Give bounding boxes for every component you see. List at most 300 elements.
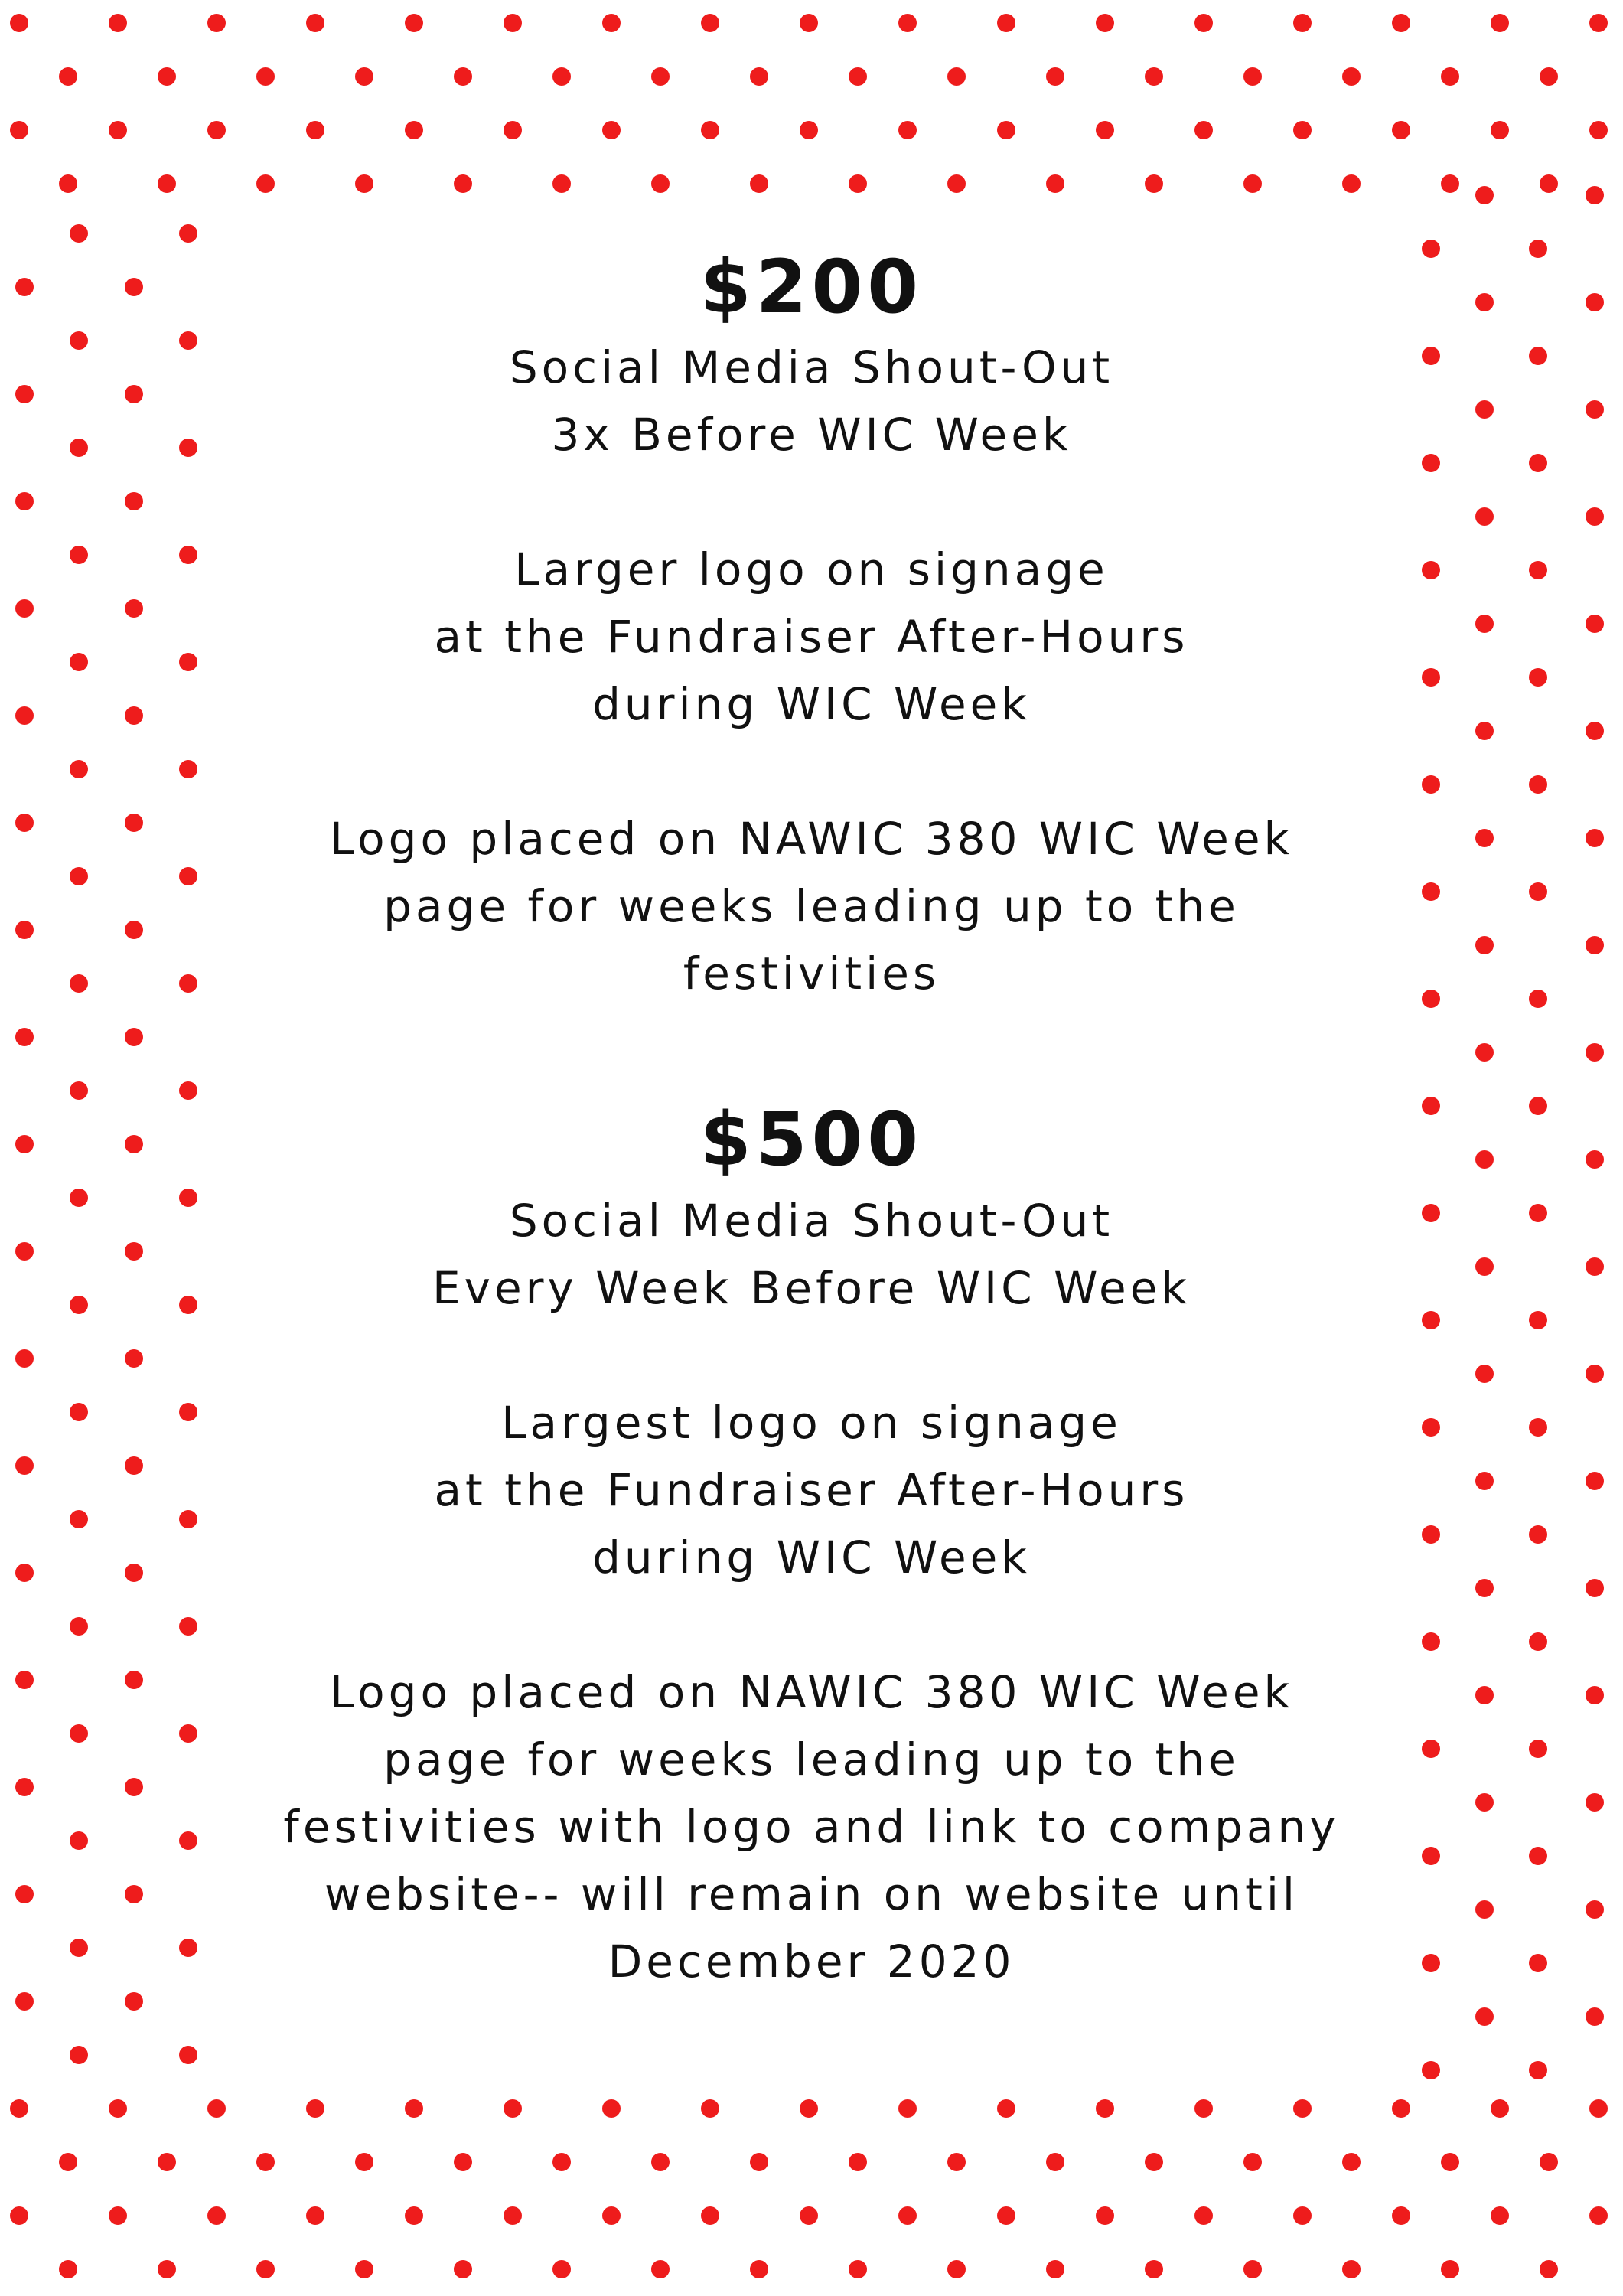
polka-dot: [1422, 1954, 1440, 1972]
polka-dot: [997, 2099, 1015, 2118]
sponsorship-tiers: [230, 245, 1393, 1995]
tier-200-signage: [230, 536, 1393, 738]
polka-dot: [552, 2260, 571, 2278]
polka-dot: [1529, 347, 1547, 365]
polka-dot: [15, 492, 34, 510]
polka-dot: [701, 2099, 719, 2118]
polka-dot: [1194, 14, 1213, 32]
polka-dot: [1475, 615, 1494, 633]
polka-dot: [70, 1724, 88, 1743]
polka-dot: [1529, 775, 1547, 794]
polka-dot: [1422, 454, 1440, 472]
polka-dot: [125, 1349, 143, 1368]
polka-dot: [898, 2099, 917, 2118]
polka-dot: [256, 2153, 275, 2171]
polka-dot: [1243, 67, 1262, 86]
polka-dot: [1422, 1740, 1440, 1758]
polka-dot: [70, 760, 88, 778]
polka-dot: [454, 2153, 472, 2171]
polka-dot: [1293, 14, 1312, 32]
polka-dot: [179, 546, 197, 564]
polka-dot: [158, 67, 176, 86]
polka-dot: [1589, 2206, 1608, 2225]
polka-dot: [256, 174, 275, 193]
polka-dot: [750, 2153, 768, 2171]
polka-dot: [997, 14, 1015, 32]
polka-dot: [179, 1403, 197, 1421]
polka-dot: [125, 1992, 143, 2011]
polka-dot: [70, 867, 88, 885]
polka-dot: [1529, 1632, 1547, 1651]
polka-dot: [59, 2153, 77, 2171]
polka-dot: [405, 2099, 423, 2118]
polka-dot: [1422, 347, 1440, 365]
polka-dot: [355, 2260, 373, 2278]
polka-dot: [70, 1939, 88, 1957]
tier-500-social-media: [230, 1187, 1393, 1322]
polka-dot: [15, 1028, 34, 1046]
benefit-line: Social Media Shout-Out: [509, 1194, 1114, 1247]
polka-dot: [1422, 2061, 1440, 2079]
polka-dot: [1342, 174, 1361, 193]
polka-dot: [306, 14, 324, 32]
tier-price-200: $200: [699, 244, 924, 330]
polka-dot: [158, 2260, 176, 2278]
polka-dot: [125, 1885, 143, 1903]
polka-dot: [849, 67, 867, 86]
polka-dot: [70, 331, 88, 350]
polka-dot: [70, 1403, 88, 1421]
polka-dot: [947, 67, 966, 86]
polka-dot: [552, 174, 571, 193]
polka-dot: [898, 2206, 917, 2225]
polka-dot: [306, 2206, 324, 2225]
polka-dot: [179, 974, 197, 993]
polka-dot: [207, 14, 226, 32]
benefit-line: festivities with logo and link to company: [283, 1800, 1340, 1853]
polka-dot: [1540, 2153, 1558, 2171]
polka-dot: [125, 921, 143, 939]
polka-dot: [1096, 121, 1114, 139]
polka-dot: [947, 174, 966, 193]
polka-dot: [1475, 1579, 1494, 1597]
polka-dot: [15, 1456, 34, 1475]
benefit-line: Logo placed on NAWIC 380 WIC Week: [329, 813, 1294, 866]
polka-dot: [1422, 1632, 1440, 1651]
polka-dot: [947, 2153, 966, 2171]
polka-dot: [158, 2153, 176, 2171]
polka-dot: [1529, 990, 1547, 1008]
polka-dot: [1586, 400, 1604, 419]
benefit-line: at the Fundraiser After-Hours: [434, 611, 1189, 664]
polka-dot: [207, 121, 226, 139]
polka-dot: [1529, 1204, 1547, 1222]
polka-dot: [1145, 2260, 1163, 2278]
polka-dot: [1145, 2153, 1163, 2171]
polka-dot: [1586, 1472, 1604, 1490]
polka-dot: [207, 2206, 226, 2225]
polka-dot: [179, 1724, 197, 1743]
polka-dot: [1392, 2099, 1410, 2118]
polka-dot: [602, 2099, 621, 2118]
polka-dot: [651, 2260, 670, 2278]
polka-dot: [70, 546, 88, 564]
polka-dot: [15, 1135, 34, 1153]
polka-dot: [1529, 882, 1547, 901]
polka-dot: [10, 2099, 28, 2118]
polka-dot: [1475, 1043, 1494, 1062]
polka-dot: [651, 2153, 670, 2171]
polka-dot: [1293, 2099, 1312, 2118]
polka-dot: [504, 2206, 522, 2225]
polka-dot: [1529, 1418, 1547, 1437]
polka-dot: [1392, 121, 1410, 139]
polka-dot: [701, 121, 719, 139]
polka-dot: [1529, 561, 1547, 579]
polka-dot: [552, 2153, 571, 2171]
polka-dot: [1475, 1686, 1494, 1704]
polka-dot: [997, 2206, 1015, 2225]
polka-dot: [1586, 1150, 1604, 1169]
polka-dot: [1491, 2099, 1509, 2118]
polka-dot: [1589, 14, 1608, 32]
tier-200-social-media: [230, 334, 1393, 468]
benefit-line: Every Week Before WIC Week: [432, 1261, 1191, 1314]
polka-dot: [997, 121, 1015, 139]
polka-dot: [125, 278, 143, 296]
polka-dot: [1540, 2260, 1558, 2278]
polka-dot: [1475, 1793, 1494, 1812]
polka-dot: [1586, 507, 1604, 526]
polka-dot: [1586, 722, 1604, 740]
polka-dot: [70, 1831, 88, 1850]
polka-dot: [1243, 2153, 1262, 2171]
polka-dot: [1586, 186, 1604, 204]
polka-dot: [256, 2260, 275, 2278]
polka-dot: [1586, 829, 1604, 847]
polka-dot: [1586, 1793, 1604, 1812]
polka-dot: [125, 814, 143, 832]
polka-dot: [70, 224, 88, 243]
polka-dot: [125, 1456, 143, 1475]
polka-dot: [179, 1189, 197, 1207]
polka-dot: [59, 174, 77, 193]
polka-dot: [1145, 174, 1163, 193]
polka-dot: [1441, 67, 1459, 86]
polka-dot: [207, 2099, 226, 2118]
polka-dot: [1586, 1043, 1604, 1062]
polka-dot: [1586, 1900, 1604, 1919]
polka-dot: [1194, 121, 1213, 139]
tier-500-signage: [230, 1389, 1393, 1591]
polka-dot: [651, 67, 670, 86]
polka-dot: [1475, 1472, 1494, 1490]
polka-dot: [1475, 2007, 1494, 2026]
polka-dot: [701, 14, 719, 32]
benefit-line: at the Fundraiser After-Hours: [434, 1463, 1189, 1516]
polka-dot: [355, 174, 373, 193]
polka-dot: [849, 2153, 867, 2171]
polka-dot: [947, 2260, 966, 2278]
polka-dot: [405, 121, 423, 139]
polka-dot: [1046, 67, 1064, 86]
polka-dot: [1046, 174, 1064, 193]
polka-dot: [179, 867, 197, 885]
polka-dot: [15, 278, 34, 296]
polka-dot: [15, 599, 34, 618]
polka-dot: [1243, 174, 1262, 193]
polka-dot: [1475, 1900, 1494, 1919]
polka-dot: [1392, 14, 1410, 32]
polka-dot: [70, 1081, 88, 1100]
polka-dot: [1475, 293, 1494, 311]
polka-dot: [1491, 14, 1509, 32]
polka-dot: [1096, 2099, 1114, 2118]
polka-dot: [750, 2260, 768, 2278]
polka-dot: [1529, 1847, 1547, 1865]
benefit-line: website-- will remain on website until: [324, 1867, 1299, 1920]
polka-dot: [898, 121, 917, 139]
polka-dot: [750, 67, 768, 86]
polka-dot: [1441, 2153, 1459, 2171]
tier-500: [230, 1097, 1393, 1994]
polka-dot: [179, 1081, 197, 1100]
polka-dot: [849, 2260, 867, 2278]
tier-200: [230, 245, 1393, 1007]
polka-dot: [15, 1992, 34, 2011]
polka-dot: [15, 1242, 34, 1261]
polka-dot: [1475, 1257, 1494, 1276]
polka-dot: [1422, 1311, 1440, 1329]
polka-dot: [1586, 936, 1604, 954]
polka-dot: [1529, 454, 1547, 472]
polka-dot: [454, 2260, 472, 2278]
tier-price-500: $500: [699, 1097, 924, 1183]
polka-dot: [179, 224, 197, 243]
polka-dot: [1243, 2260, 1262, 2278]
benefit-line: December 2020: [608, 1935, 1015, 1988]
polka-dot: [125, 706, 143, 725]
polka-dot: [1586, 2007, 1604, 2026]
polka-dot: [109, 14, 127, 32]
polka-dot: [125, 599, 143, 618]
polka-dot: [70, 1617, 88, 1636]
polka-dot: [504, 121, 522, 139]
polka-dot: [1529, 1525, 1547, 1544]
polka-dot: [1422, 882, 1440, 901]
polka-dot: [59, 2260, 77, 2278]
polka-dot: [1475, 936, 1494, 954]
polka-dot: [306, 121, 324, 139]
polka-dot: [1422, 1204, 1440, 1222]
polka-dot: [405, 14, 423, 32]
polka-dot: [10, 121, 28, 139]
polka-dot: [179, 653, 197, 671]
polka-dot: [15, 921, 34, 939]
polka-dot: [125, 492, 143, 510]
polka-dot: [1475, 1365, 1494, 1383]
polka-dot: [1342, 2260, 1361, 2278]
polka-dot: [125, 1135, 143, 1153]
polka-dot: [10, 14, 28, 32]
polka-dot: [179, 760, 197, 778]
polka-dot: [1046, 2153, 1064, 2171]
polka-dot: [179, 439, 197, 457]
polka-dot: [1529, 1740, 1547, 1758]
polka-dot: [125, 1242, 143, 1261]
polka-dot: [1422, 1847, 1440, 1865]
polka-dot: [1046, 2260, 1064, 2278]
polka-dot: [454, 67, 472, 86]
polka-dot: [1441, 174, 1459, 193]
benefit-line: during WIC Week: [592, 678, 1031, 731]
polka-dot: [109, 2206, 127, 2225]
benefit-line: 3x Before WIC Week: [551, 409, 1072, 461]
polka-dot: [256, 67, 275, 86]
polka-dot: [1392, 2206, 1410, 2225]
polka-dot: [179, 2046, 197, 2064]
polka-dot: [70, 1296, 88, 1314]
polka-dot: [15, 1885, 34, 1903]
polka-dot: [1586, 1365, 1604, 1383]
polka-dot: [10, 2206, 28, 2225]
polka-dot: [849, 174, 867, 193]
polka-dot: [1194, 2206, 1213, 2225]
polka-dot: [1422, 668, 1440, 687]
polka-dot: [1475, 186, 1494, 204]
polka-dot: [1422, 1418, 1440, 1437]
polka-dot: [158, 174, 176, 193]
benefit-line: Larger logo on signage: [514, 543, 1109, 596]
polka-dot: [552, 67, 571, 86]
polka-dot: [15, 1564, 34, 1582]
polka-dot: [1422, 1097, 1440, 1115]
polka-dot: [1422, 1525, 1440, 1544]
polka-dot: [15, 1778, 34, 1796]
polka-dot: [1342, 67, 1361, 86]
polka-dot: [125, 1671, 143, 1689]
polka-dot: [1586, 293, 1604, 311]
polka-dot: [70, 1189, 88, 1207]
polka-dot: [1096, 2206, 1114, 2225]
polka-dot: [1422, 561, 1440, 579]
polka-dot: [125, 1778, 143, 1796]
polka-dot: [1293, 121, 1312, 139]
polka-dot: [800, 2099, 818, 2118]
polka-dot: [1422, 990, 1440, 1008]
benefit-line: festivities: [683, 947, 940, 1000]
polka-dot: [602, 14, 621, 32]
polka-dot: [355, 2153, 373, 2171]
benefit-line: Logo placed on NAWIC 380 WIC Week: [329, 1665, 1294, 1718]
polka-dot: [109, 2099, 127, 2118]
polka-dot: [1441, 2260, 1459, 2278]
polka-dot: [70, 1510, 88, 1528]
polka-dot: [1475, 1150, 1494, 1169]
polka-dot: [1342, 2153, 1361, 2171]
polka-dot: [800, 121, 818, 139]
polka-dot: [70, 439, 88, 457]
polka-dot: [651, 174, 670, 193]
polka-dot: [1529, 1311, 1547, 1329]
polka-dot: [405, 2206, 423, 2225]
benefit-line: page for weeks leading up to the: [383, 1733, 1240, 1786]
polka-dot: [1475, 507, 1494, 526]
polka-dot: [70, 2046, 88, 2064]
polka-dot: [1529, 668, 1547, 687]
polka-dot: [15, 706, 34, 725]
polka-dot: [1529, 2061, 1547, 2079]
polka-dot: [701, 2206, 719, 2225]
polka-dot: [15, 385, 34, 403]
polka-dot: [1540, 67, 1558, 86]
polka-dot: [355, 67, 373, 86]
polka-dot: [1586, 1257, 1604, 1276]
polka-dot: [70, 653, 88, 671]
benefit-line: Largest logo on signage: [501, 1396, 1122, 1449]
polka-dot: [179, 1296, 197, 1314]
polka-dot: [1586, 1579, 1604, 1597]
polka-dot: [125, 1564, 143, 1582]
polka-dot: [1422, 775, 1440, 794]
polka-dot: [602, 121, 621, 139]
polka-dot: [1586, 1686, 1604, 1704]
polka-dot: [1589, 2099, 1608, 2118]
polka-dot: [179, 1617, 197, 1636]
polka-dot: [800, 14, 818, 32]
polka-dot: [1586, 615, 1604, 633]
tier-200-web-logo: [230, 805, 1393, 1007]
polka-dot: [454, 174, 472, 193]
polka-dot: [1194, 2099, 1213, 2118]
polka-dot: [1422, 240, 1440, 258]
polka-dot: [179, 1831, 197, 1850]
polka-dot: [306, 2099, 324, 2118]
polka-dot: [179, 1939, 197, 1957]
polka-dot: [15, 814, 34, 832]
polka-dot: [1491, 121, 1509, 139]
polka-dot: [59, 67, 77, 86]
polka-dot: [1529, 240, 1547, 258]
benefit-line: page for weeks leading up to the: [383, 880, 1240, 933]
polka-dot: [179, 1510, 197, 1528]
polka-dot: [1540, 174, 1558, 193]
polka-dot: [750, 174, 768, 193]
polka-dot: [125, 385, 143, 403]
polka-dot: [504, 2099, 522, 2118]
polka-dot: [1475, 400, 1494, 419]
benefit-line: Social Media Shout-Out: [509, 341, 1114, 394]
polka-dot: [1293, 2206, 1312, 2225]
polka-dot: [602, 2206, 621, 2225]
polka-dot: [1529, 1954, 1547, 1972]
polka-dot: [1529, 1097, 1547, 1115]
polka-dot: [109, 121, 127, 139]
polka-dot: [125, 1028, 143, 1046]
polka-dot: [1475, 722, 1494, 740]
polka-dot: [800, 2206, 818, 2225]
benefit-line: during WIC Week: [592, 1531, 1031, 1583]
polka-dot: [1145, 67, 1163, 86]
polka-dot: [15, 1349, 34, 1368]
polka-dot: [70, 974, 88, 993]
polka-dot: [179, 331, 197, 350]
polka-dot: [504, 14, 522, 32]
polka-dot: [1475, 829, 1494, 847]
polka-dot: [1096, 14, 1114, 32]
polka-dot: [1589, 121, 1608, 139]
polka-dot: [15, 1671, 34, 1689]
